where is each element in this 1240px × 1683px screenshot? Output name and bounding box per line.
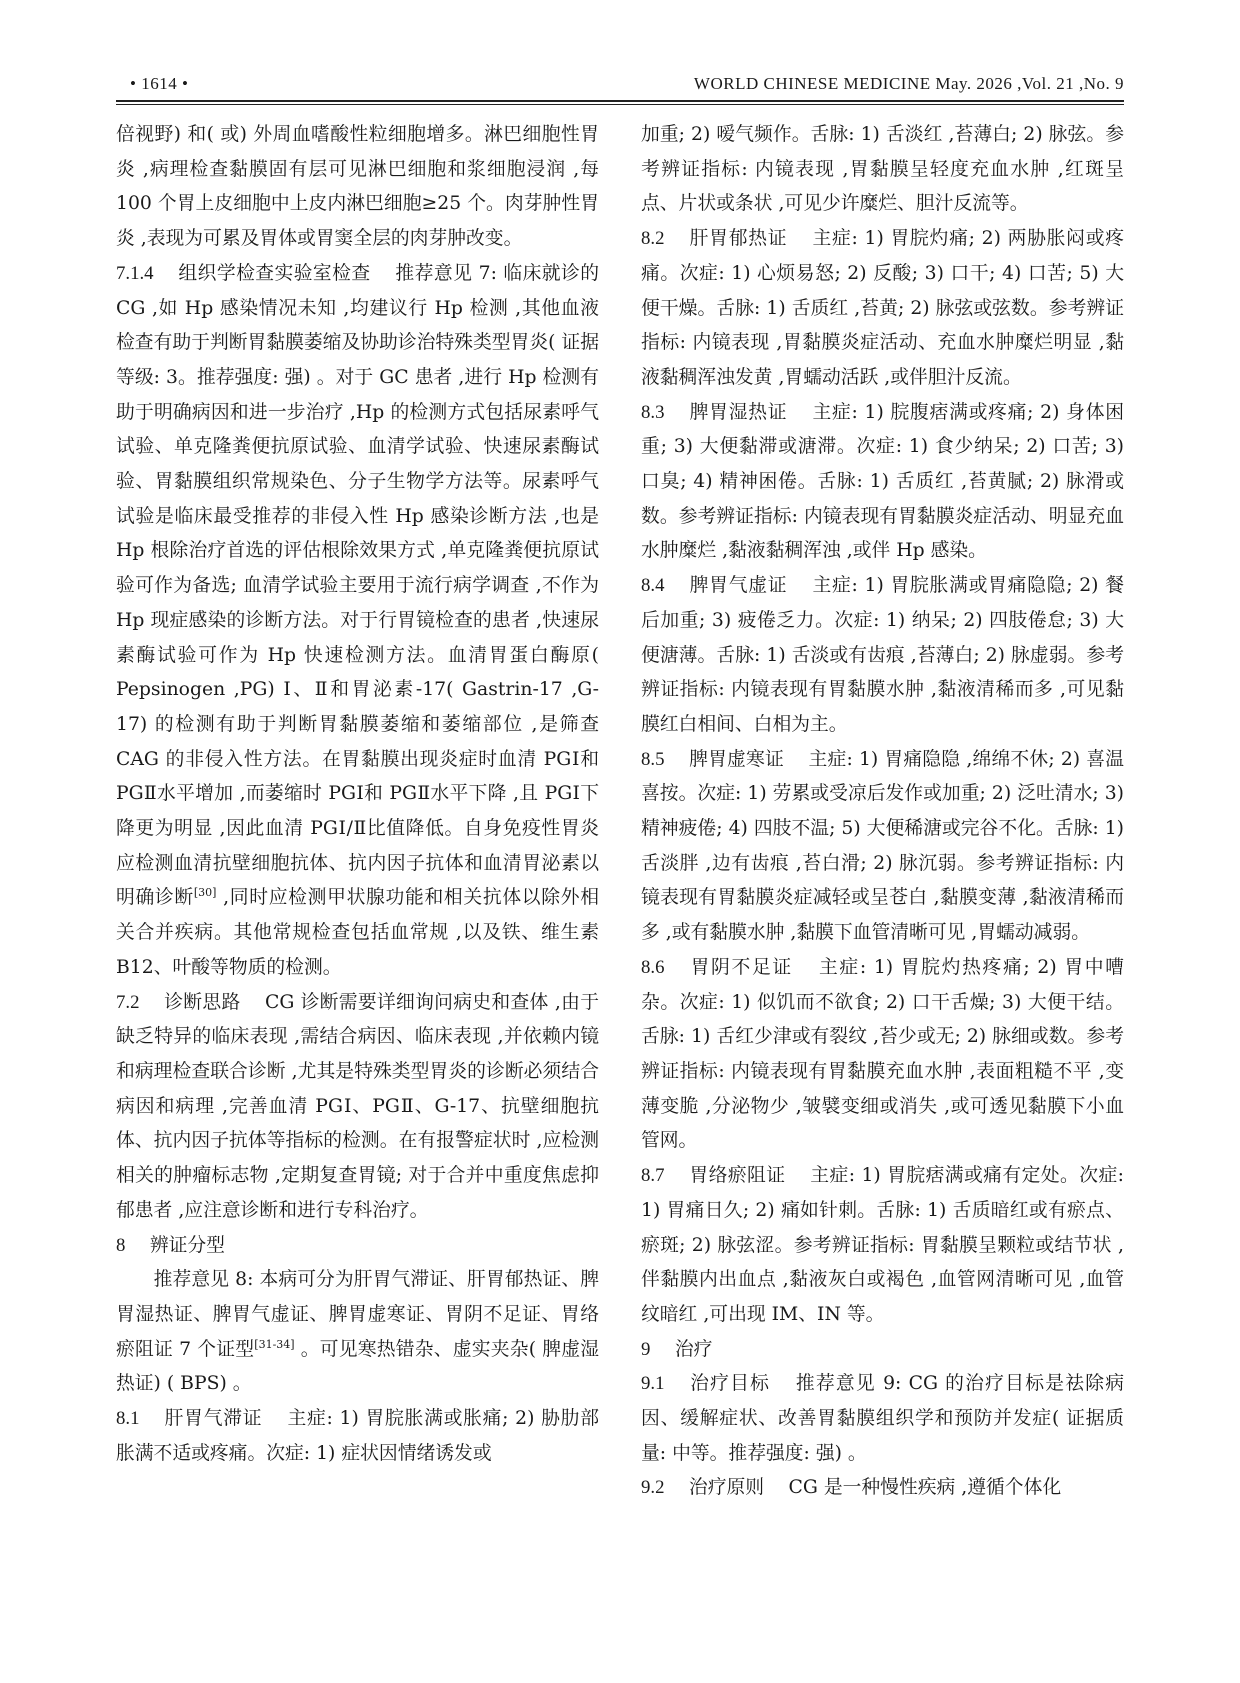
left-column xyxy=(116,118,599,1643)
body-text: 加重; 2) 嗳气频作。舌脉: 1) 舌淡红 ,苔薄白; 2) 脉弦。参考辨证指标: 内镜表现 ,胃黏膜呈轻度充血水肿 ,红斑呈点、片状或条状 ,可见少许糜烂、胆汁反流等。 xyxy=(641,124,1124,215)
citation: [31-34] xyxy=(254,1337,295,1351)
subsection-title: 肝胃气滞证 xyxy=(163,1408,263,1430)
subsection-paragraph xyxy=(641,569,1124,743)
body-text: 推荐意见 8: 本病可分为肝胃气滞证、肝胃郁热证、脾胃湿热证、脾胃气虚证、脾胃虚寒证、胃阴不足证、胃络瘀阻证 7 个证型 xyxy=(116,1269,599,1360)
section-title: 治疗 xyxy=(674,1338,713,1360)
subsection-number: 7.1.4 xyxy=(116,262,154,284)
subsection-title: 脾胃湿热证 xyxy=(688,401,788,423)
body-text: 主症: 1) 胃脘灼热疼痛; 2) 胃中嘈杂。次症: 1) 似饥而不欲食; 2) 口干舌燥; 3) 大便干结。舌脉: 1) 舌红少津或有裂纹 ,苔少或无; 2) 脉细或数。参考辨证指标: 内镜表现有胃黏膜充血水肿 ,表面粗糙不平 ,变薄变脆 ,分泌物少 ,皱襞变细或消失 ,或可透见黏膜下小血管网。 xyxy=(641,956,1124,1152)
subsection-number: 8.6 xyxy=(641,956,665,978)
subsection-title: 治疗目标 xyxy=(688,1373,771,1395)
journal-info: WORLD CHINESE MEDICINE May. 2026 ,Vol. 21 ,No. 9 xyxy=(693,74,1124,93)
running-header xyxy=(116,74,1124,100)
body-text-continued: ,同时应检测甲状腺功能和相关抗体以除外相关合并疾病。其他常规检查包括血常规 ,以及铁、维生素 B12、叶酸等物质的检测。 xyxy=(116,887,599,978)
subsection-paragraph xyxy=(116,986,599,1229)
body-text: 推荐意见 7: 临床就诊的 CG ,如 Hp 感染情况未知 ,均建议行 Hp 检测 ,其他血液检查有助于判断胃黏膜萎缩及协助诊治特殊类型胃炎( 证据等级: 3。推荐强度: 强) 。对于 GC 患者 ,进行 Hp 检测有助于明确病因和进一步治疗 ,Hp 的检测方式包括尿素呼气试验、单克隆粪便抗原试验、血清学试验、快速尿素酶试验、胃黏膜组织常规染色、分子生物学方法等。尿素呼气试验是临床最受推荐的非侵入性 Hp 感染诊断方法 ,也是 Hp 根除治疗首选的评估根除效果方式 ,单克隆粪便抗原试验可作为备选; 血清学试验主要用于流行病学调查 ,不作为 Hp 现症感染的诊断方法。对于行胃镜检查的患者 ,快速尿素酶试验可作为 Hp 快速检测方法。血清胃蛋白酶原( Pepsinogen ,PG) Ⅰ、Ⅱ和胃泌素-17( Gastrin-17 ,G-17) 的检测有助于判断胃黏膜萎缩和萎缩部位 ,是筛查 CAG 的非侵入性方法。在胃黏膜出现炎症时血清 PGⅠ和 PGⅡ水平增加 ,而萎缩时 PGⅠ和 PGⅡ水平下降 ,且 PGⅠ下降更为明显 ,因此血清 PGⅠ/Ⅱ比值降低。自身免疫性胃炎应检测血清抗壁细胞抗体、抗内因子抗体和血清胃泌素以明确诊断 xyxy=(116,262,599,909)
body-text: 主症: 1) 胃痛隐隐 ,绵绵不休; 2) 喜温喜按。次症: 1) 劳累或受凉后发作或加重; 2) 泛吐清水; 3) 精神疲倦; 4) 四肢不温; 5) 大便稀溏或完谷不化。舌脉: 1) 舌淡胖 ,边有齿痕 ,苔白滑; 2) 脉沉弱。参考辨证指标: 内镜表现有胃黏膜炎症减轻或呈苍白 ,黏膜变薄 ,黏液清稀而多 ,或有黏膜水肿 ,黏膜下血管清晰可见 ,胃蠕动减弱。 xyxy=(641,748,1124,944)
citation: [30] xyxy=(193,886,217,900)
section-number: 8 xyxy=(116,1234,126,1256)
right-column xyxy=(641,118,1124,1643)
subsection-title: 胃阴不足证 xyxy=(688,956,793,978)
subsection-paragraph xyxy=(641,1471,1124,1506)
body-text: 主症: 1) 脘腹痞满或疼痛; 2) 身体困重; 3) 大便黏滞或溏滞。次症: 1) 食少纳呆; 2) 口苦; 3) 口臭; 4) 精神困倦。舌脉: 1) 舌质红 ,苔黄腻; 2) 脉滑或数。参考辨证指标: 内镜表现有胃黏膜炎症活动、明显充血水肿糜烂 ,黏液黏稠浑浊 ,或伴 Hp 感染。 xyxy=(641,401,1124,562)
subsection-number: 7.2 xyxy=(116,991,140,1013)
subsection-paragraph xyxy=(641,396,1124,570)
subsection-number: 8.3 xyxy=(641,401,665,423)
section-title: 辨证分型 xyxy=(149,1234,225,1256)
subsection-paragraph xyxy=(116,257,599,986)
subsection-number: 9.1 xyxy=(641,1373,665,1395)
subsection-number: 9.2 xyxy=(641,1477,665,1499)
subsection-paragraph xyxy=(641,1159,1124,1333)
body-text: CG 诊断需要详细询问病史和查体 ,由于缺乏特异的临床表现 ,需结合病因、临床表现 ,并依赖内镜和病理检查联合诊断 ,尤其是特殊类型胃炎的诊断必须结合病因和病理 ,完善血清 PGⅠ、PGⅡ、G-17、抗壁细胞抗体、抗内因子抗体等指标的检测。在有报警症状时 ,应检测相关的肿瘤标志物 ,定期复查胃镜; 对于合并中重度焦虑抑郁患者 ,应注意诊断和进行专科治疗。 xyxy=(116,991,599,1221)
section-heading xyxy=(116,1229,599,1264)
subsection-title: 脾胃虚寒证 xyxy=(688,748,784,770)
body-text-continued: 。可见寒热错杂、虚实夹杂( 脾虚湿热证) ( BPS) 。 xyxy=(116,1338,599,1395)
paragraph xyxy=(641,118,1124,222)
subsection-title: 诊断思路 xyxy=(163,991,241,1013)
subsection-paragraph xyxy=(641,222,1124,396)
body-text: 主症: 1) 胃脘灼痛; 2) 两胁胀闷或疼痛。次症: 1) 心烦易怒; 2) 反酸; 3) 口干; 4) 口苦; 5) 大便干燥。舌脉: 1) 舌质红 ,苔黄; 2) 脉弦或弦数。参考辨证指标: 内镜表现 ,胃黏膜炎症活动、充血水肿糜烂明显 ,黏液黏稠浑浊发黄 ,胃蠕动活跃 ,或伴胆汁反流。 xyxy=(641,228,1124,388)
subsection-paragraph xyxy=(641,743,1124,951)
subsection-paragraph xyxy=(641,951,1124,1159)
header-rule-thin xyxy=(116,104,1124,105)
page-number: • 1614 • xyxy=(130,74,189,93)
body-text: 主症: 1) 胃脘痞满或痛有定处。次症: 1) 胃痛日久; 2) 痛如针刺。舌脉: 1) 舌质暗红或有瘀点、瘀斑; 2) 脉弦涩。参考辨证指标: 胃黏膜呈颗粒或结节状 ,伴黏膜内出血点 ,黏液灰白或褐色 ,血管网清晰可见 ,血管纹暗红 ,可出现 IM、IN 等。 xyxy=(641,1165,1124,1325)
subsection-number: 8.5 xyxy=(641,748,665,770)
body-text: 主症: 1) 胃脘胀满或胃痛隐隐; 2) 餐后加重; 3) 疲倦乏力。次症: 1) 纳呆; 2) 四肢倦怠; 3) 大便溏薄。舌脉: 1) 舌淡或有齿痕 ,苔薄白; 2) 脉虚弱。参考辨证指标: 内镜表现有胃黏膜水肿 ,黏液清稀而多 ,可见黏膜红白相间、白相为主。 xyxy=(641,575,1124,735)
section-heading xyxy=(641,1333,1124,1368)
paragraph xyxy=(116,118,599,257)
section-number: 9 xyxy=(641,1338,651,1360)
subsection-number: 8.4 xyxy=(641,575,665,597)
subsection-title: 治疗原则 xyxy=(688,1477,765,1499)
subsection-title: 胃络瘀阻证 xyxy=(688,1165,786,1187)
subsection-number: 8.7 xyxy=(641,1165,665,1187)
subsection-title: 组织学检查实验室检查 xyxy=(178,262,371,284)
subsection-title: 脾胃气虚证 xyxy=(688,575,788,597)
body-text: 主症: 1) 胃脘胀满或胀痛; 2) 胁肋部胀满不适或疼痛。次症: 1) 症状因情绪诱发或 xyxy=(116,1408,599,1464)
body-text: 倍视野) 和( 或) 外周血嗜酸性粒细胞增多。淋巴细胞性胃炎 ,病理检查黏膜固有层可见淋巴细胞和浆细胞浸润 ,每 100 个胃上皮细胞中上皮内淋巴细胞≥25 个。肉芽肿性胃炎 ,表现为可累及胃体或胃窦全层的肉芽肿改变。 xyxy=(116,124,599,250)
subsection-number: 8.2 xyxy=(641,228,665,250)
subsection-paragraph xyxy=(641,1367,1124,1471)
body-text: 推荐意见 9: CG 的治疗目标是祛除病因、缓解症状、改善胃黏膜组织学和预防并发症( 证据质量: 中等。推荐强度: 强) 。 xyxy=(641,1373,1124,1464)
subsection-number: 8.1 xyxy=(116,1408,140,1430)
subsection-paragraph xyxy=(116,1402,599,1471)
header-rule-thick xyxy=(116,100,1124,102)
subsection-title: 肝胃郁热证 xyxy=(688,228,788,250)
body-text: CG 是一种慢性疾病 ,遵循个体化 xyxy=(788,1477,1062,1499)
paragraph xyxy=(116,1263,599,1402)
